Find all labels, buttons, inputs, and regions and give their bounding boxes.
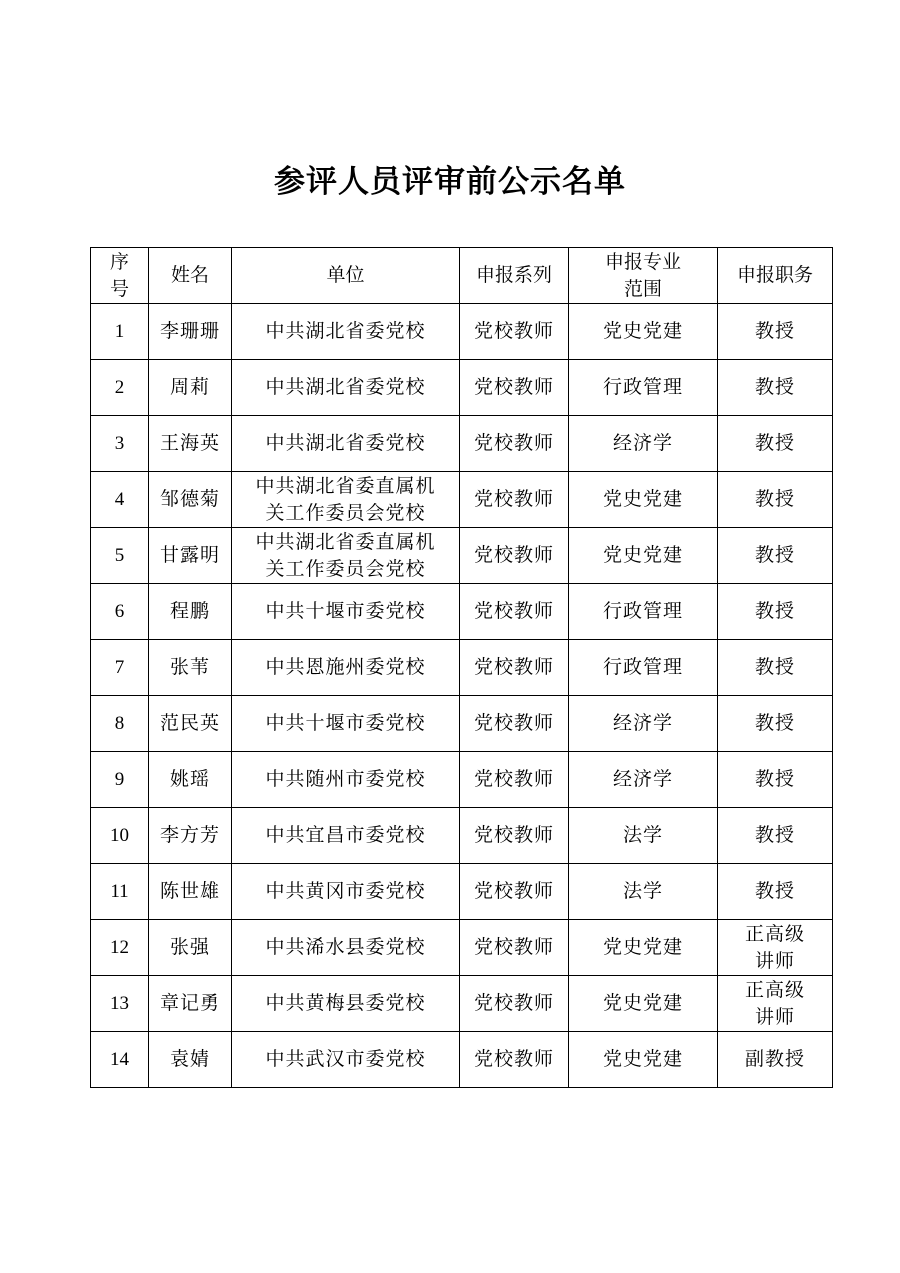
cell-series: 党校教师 [460, 528, 569, 584]
cell-series: 党校教师 [460, 1032, 569, 1088]
cell-position-line: 正高级 [744, 978, 805, 1001]
cell-name: 李方芳 [149, 808, 232, 864]
cell-position [718, 920, 833, 976]
cell-series: 党校教师 [460, 584, 569, 640]
cell-position [718, 304, 833, 360]
table-row [91, 752, 833, 808]
cell-series: 党校教师 [460, 976, 569, 1032]
cell-series: 党校教师 [460, 920, 569, 976]
cell-scope: 党史党建 [569, 1032, 718, 1088]
cell-unit [232, 976, 460, 1032]
cell-unit-line: 关工作委员会党校 [265, 557, 426, 580]
cell-unit [232, 808, 460, 864]
cell-position-line: 教授 [754, 600, 795, 622]
cell-serial-number: 4 [91, 472, 149, 528]
cell-position [718, 808, 833, 864]
table-row [91, 1032, 833, 1088]
table-row [91, 920, 833, 976]
cell-name: 周莉 [149, 360, 232, 416]
header-scope-line: 申报专业 [604, 250, 681, 273]
cell-position-line: 教授 [754, 544, 795, 566]
cell-name: 袁婧 [149, 1032, 232, 1088]
cell-unit-line: 中共湖北省委党校 [265, 376, 426, 398]
table-row [91, 304, 833, 360]
roster-table [90, 247, 833, 1088]
cell-name: 甘露明 [149, 528, 232, 584]
header-serial-number-line: 号 [109, 277, 129, 300]
cell-scope: 党史党建 [569, 528, 718, 584]
cell-position [718, 584, 833, 640]
cell-position-line: 副教授 [744, 1048, 805, 1070]
cell-name: 陈世雄 [149, 864, 232, 920]
cell-serial-number: 8 [91, 696, 149, 752]
cell-position-line: 教授 [754, 376, 795, 398]
cell-unit [232, 864, 460, 920]
cell-series: 党校教师 [460, 808, 569, 864]
cell-serial-number: 3 [91, 416, 149, 472]
cell-series: 党校教师 [460, 640, 569, 696]
cell-position-line: 教授 [754, 432, 795, 454]
cell-scope: 党史党建 [569, 976, 718, 1032]
cell-scope: 法学 [569, 808, 718, 864]
cell-unit-line: 中共浠水县委党校 [265, 936, 426, 958]
page-title: 参评人员评审前公示名单 [274, 164, 626, 200]
header-unit: 单位 [232, 248, 460, 304]
cell-scope: 行政管理 [569, 360, 718, 416]
header-series: 申报系列 [460, 248, 569, 304]
cell-position [718, 360, 833, 416]
cell-name: 张强 [149, 920, 232, 976]
cell-scope: 行政管理 [569, 640, 718, 696]
table-row [91, 360, 833, 416]
cell-name: 王海英 [149, 416, 232, 472]
cell-scope: 法学 [569, 864, 718, 920]
cell-unit-line: 中共武汉市委党校 [265, 1048, 426, 1070]
header-serial-number-line: 序 [109, 250, 129, 273]
cell-unit-line: 中共湖北省委直属机 [255, 474, 436, 497]
cell-unit [232, 472, 460, 528]
cell-unit-line: 中共宜昌市委党校 [265, 824, 426, 846]
cell-position-line: 讲师 [754, 1005, 795, 1028]
cell-position-line: 教授 [754, 880, 795, 902]
table-row [91, 696, 833, 752]
header-name: 姓名 [149, 248, 232, 304]
cell-serial-number: 14 [91, 1032, 149, 1088]
cell-name: 邹德菊 [149, 472, 232, 528]
cell-unit-line: 中共湖北省委党校 [265, 320, 426, 342]
table-row [91, 640, 833, 696]
cell-unit [232, 752, 460, 808]
cell-scope: 党史党建 [569, 920, 718, 976]
cell-position-line: 教授 [754, 488, 795, 510]
table-body [91, 304, 833, 1088]
cell-unit-line: 中共黄梅县委党校 [265, 992, 426, 1014]
cell-scope: 党史党建 [569, 304, 718, 360]
cell-unit [232, 640, 460, 696]
cell-unit-line: 中共十堰市委党校 [265, 712, 426, 734]
cell-unit-line: 中共黄冈市委党校 [265, 880, 426, 902]
table-row [91, 864, 833, 920]
cell-position [718, 976, 833, 1032]
cell-unit-line: 中共随州市委党校 [265, 768, 426, 790]
cell-unit-line: 中共湖北省委直属机 [255, 530, 436, 553]
cell-position [718, 752, 833, 808]
cell-position-line: 教授 [754, 656, 795, 678]
cell-unit-line: 中共恩施州委党校 [265, 656, 426, 678]
header-scope-line: 范围 [623, 277, 662, 300]
cell-position [718, 640, 833, 696]
cell-series: 党校教师 [460, 416, 569, 472]
cell-serial-number: 7 [91, 640, 149, 696]
table-row [91, 472, 833, 528]
header-scope [569, 248, 718, 304]
cell-scope: 行政管理 [569, 584, 718, 640]
cell-series: 党校教师 [460, 304, 569, 360]
table-row [91, 808, 833, 864]
cell-position [718, 864, 833, 920]
cell-name: 章记勇 [149, 976, 232, 1032]
cell-position [718, 696, 833, 752]
cell-serial-number: 9 [91, 752, 149, 808]
cell-series: 党校教师 [460, 696, 569, 752]
cell-serial-number: 11 [91, 864, 149, 920]
cell-name: 范民英 [149, 696, 232, 752]
cell-position [718, 416, 833, 472]
table-row [91, 584, 833, 640]
cell-position-line: 教授 [754, 320, 795, 342]
cell-position-line: 教授 [754, 768, 795, 790]
header-serial-number [91, 248, 149, 304]
cell-series: 党校教师 [460, 472, 569, 528]
cell-position-line: 教授 [754, 712, 795, 734]
cell-scope: 经济学 [569, 696, 718, 752]
cell-scope: 经济学 [569, 416, 718, 472]
cell-serial-number: 13 [91, 976, 149, 1032]
cell-unit [232, 416, 460, 472]
cell-series: 党校教师 [460, 864, 569, 920]
table-row [91, 528, 833, 584]
cell-position-line: 教授 [754, 824, 795, 846]
cell-name: 张苇 [149, 640, 232, 696]
cell-unit-line: 中共湖北省委党校 [265, 432, 426, 454]
cell-unit [232, 360, 460, 416]
cell-unit-line: 中共十堰市委党校 [265, 600, 426, 622]
cell-serial-number: 6 [91, 584, 149, 640]
cell-name: 姚瑶 [149, 752, 232, 808]
cell-serial-number: 5 [91, 528, 149, 584]
cell-position [718, 1032, 833, 1088]
cell-series: 党校教师 [460, 360, 569, 416]
table-row [91, 416, 833, 472]
table-row [91, 976, 833, 1032]
cell-serial-number: 1 [91, 304, 149, 360]
cell-position-line: 正高级 [744, 922, 805, 945]
cell-unit [232, 696, 460, 752]
cell-unit [232, 1032, 460, 1088]
cell-position [718, 472, 833, 528]
header-position: 申报职务 [718, 248, 833, 304]
cell-series: 党校教师 [460, 752, 569, 808]
cell-position [718, 528, 833, 584]
cell-position-line: 讲师 [754, 949, 795, 972]
cell-scope: 经济学 [569, 752, 718, 808]
cell-unit-line: 关工作委员会党校 [265, 501, 426, 524]
cell-unit [232, 528, 460, 584]
cell-name: 程鹏 [149, 584, 232, 640]
cell-serial-number: 12 [91, 920, 149, 976]
cell-scope: 党史党建 [569, 472, 718, 528]
cell-serial-number: 2 [91, 360, 149, 416]
cell-unit [232, 304, 460, 360]
cell-name: 李珊珊 [149, 304, 232, 360]
table-header-row [91, 248, 833, 304]
cell-unit [232, 584, 460, 640]
cell-serial-number: 10 [91, 808, 149, 864]
cell-unit [232, 920, 460, 976]
